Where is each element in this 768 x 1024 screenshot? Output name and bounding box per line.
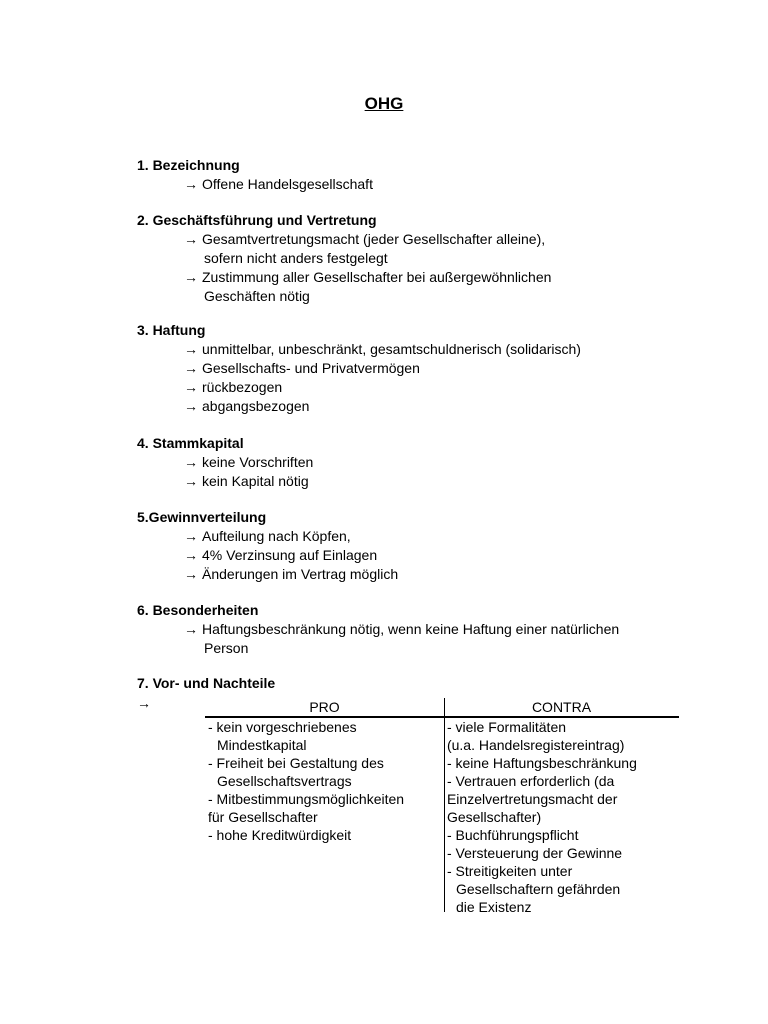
contra-line: - Versteuerung der Gewinne	[446, 845, 623, 861]
contra-line: Gesellschaftern gefährden	[455, 881, 621, 897]
contra-line: - Streitigkeiten unter	[446, 863, 573, 879]
pro-line: - hohe Kreditwürdigkeit	[208, 827, 352, 843]
arrow-icon: →	[184, 398, 198, 414]
arrow-icon: →	[184, 547, 198, 563]
list-item	[137, 268, 697, 287]
list-item-text: Änderungen im Vertrag möglich	[202, 566, 399, 582]
list-item	[137, 620, 697, 639]
list-item	[137, 230, 697, 249]
pro-line: für Gesellschafter	[208, 809, 318, 825]
arrow-icon: →	[184, 566, 198, 582]
pro-line: - Mitbestimmungsmöglichkeiten	[208, 791, 405, 807]
list-item	[137, 378, 697, 397]
document-title: OHG	[364, 94, 404, 113]
list-item-continuation: Geschäften nötig	[204, 288, 310, 304]
list-item	[137, 546, 697, 565]
arrow-icon: →	[184, 473, 198, 489]
contra-line: die Existenz	[455, 899, 532, 915]
section-7	[137, 674, 697, 693]
list-item	[137, 359, 697, 378]
arrow-icon: →	[137, 695, 151, 711]
section-3	[137, 321, 697, 416]
contra-line: - keine Haftungsbeschränkung	[446, 755, 637, 771]
list-item-text: Zustimmung aller Gesellschafter bei außergewöhnlichen	[202, 269, 552, 285]
section-2	[137, 211, 697, 306]
pro-contra-table	[205, 698, 679, 916]
list-item-continuation: sofern nicht anders festgelegt	[204, 250, 388, 266]
table-divider	[444, 698, 445, 912]
list-item-text: rückbezogen	[202, 379, 283, 395]
contra-cell	[444, 718, 679, 916]
section-heading: 7. Vor- und Nachteile	[137, 675, 276, 691]
list-item	[137, 175, 697, 194]
section-heading: 1. Bezeichnung	[137, 157, 240, 173]
table-header	[205, 698, 679, 718]
pro-cell	[205, 718, 444, 916]
contra-line: Gesellschafter)	[446, 809, 542, 825]
contra-line: (u.a. Handelsregistereintrag)	[446, 737, 625, 753]
table-header-pro: PRO	[309, 699, 340, 715]
section-5	[137, 508, 697, 584]
list-item-text: keine Vorschriften	[202, 454, 314, 470]
list-item-text: Gesellschafts- und Privatvermögen	[202, 360, 420, 376]
arrow-icon: →	[184, 231, 198, 247]
pro-line: - Freiheit bei Gestaltung des	[208, 755, 384, 771]
list-item-text: Aufteilung nach Köpfen,	[202, 528, 351, 544]
list-item	[137, 340, 697, 359]
list-item	[137, 472, 697, 491]
contra-line: - Vertrauen erforderlich (da	[446, 773, 615, 789]
arrow-icon: →	[184, 621, 198, 637]
pro-line: Gesellschaftsvertrags	[217, 773, 352, 789]
list-item-text: unmittelbar, unbeschränkt, gesamtschuldnerisch (solidarisch)	[202, 341, 581, 357]
section-1	[137, 156, 697, 194]
section-6	[137, 601, 697, 658]
pro-line: - kein vorgeschriebenes	[208, 719, 357, 735]
arrow-icon: →	[184, 360, 198, 376]
arrow-icon: →	[184, 341, 198, 357]
contra-line: - Buchführungspflicht	[446, 827, 579, 843]
list-item	[137, 527, 697, 546]
arrow-icon: →	[184, 269, 198, 285]
arrow-icon: →	[184, 528, 198, 544]
list-item-continuation: Person	[204, 640, 249, 656]
section-4	[137, 434, 697, 491]
section-heading: 5.Gewinnverteilung	[137, 509, 267, 525]
list-item-text: Gesamtvertretungsmacht (jeder Gesellschafter alleine),	[202, 231, 546, 247]
contra-line: - viele Formalitäten	[446, 719, 567, 735]
section-heading: 2. Geschäftsführung und Vertretung	[137, 212, 377, 228]
arrow-icon: →	[184, 454, 198, 470]
pro-line: Mindestkapital	[217, 737, 307, 753]
arrow-icon: →	[184, 176, 198, 192]
list-item-text: Offene Handelsgesellschaft	[202, 176, 373, 192]
contra-line: Einzelvertretungsmacht der	[446, 791, 618, 807]
list-item	[137, 565, 697, 584]
section-heading: 4. Stammkapital	[137, 435, 244, 451]
table-header-contra: CONTRA	[531, 699, 592, 715]
list-item	[137, 453, 697, 472]
list-item-text: abgangsbezogen	[202, 398, 310, 414]
list-item	[137, 397, 697, 416]
arrow-icon: →	[184, 379, 198, 395]
section-heading: 3. Haftung	[137, 322, 206, 338]
list-item-text: Haftungsbeschränkung nötig, wenn keine Haftung einer natürlichen	[202, 621, 620, 637]
list-item-text: 4% Verzinsung auf Einlagen	[202, 547, 378, 563]
list-item-text: kein Kapital nötig	[202, 473, 309, 489]
section-heading: 6. Besonderheiten	[137, 602, 259, 618]
